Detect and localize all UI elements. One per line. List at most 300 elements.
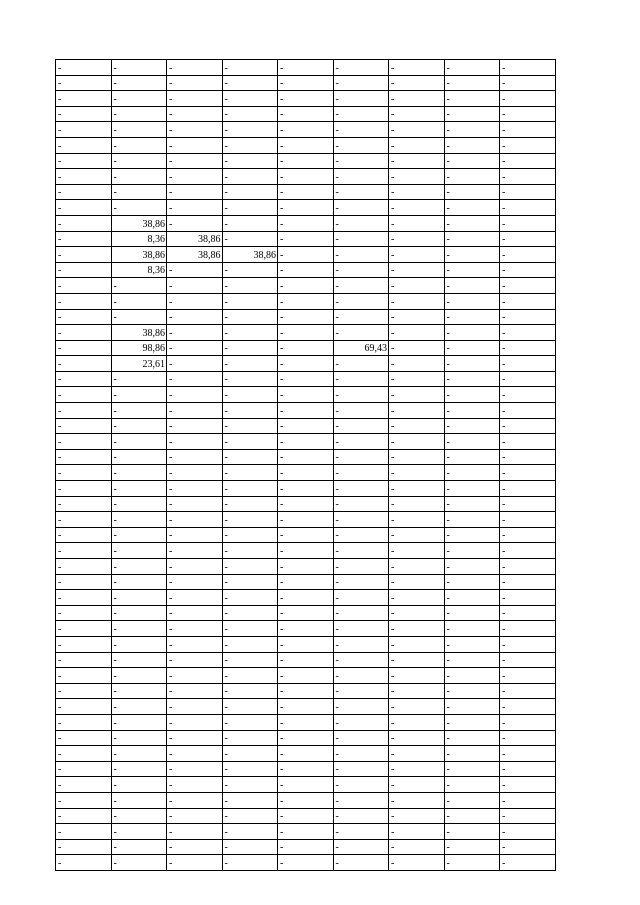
table-cell: - <box>333 590 389 606</box>
table-cell: - <box>222 278 278 294</box>
table-cell: 38,86 <box>167 231 223 247</box>
table-cell: - <box>167 465 223 481</box>
table-cell: - <box>222 137 278 153</box>
table-cell: - <box>222 746 278 762</box>
table-row <box>56 636 556 652</box>
table-cell: - <box>500 418 556 434</box>
table-cell: - <box>333 621 389 637</box>
table-cell: - <box>500 699 556 715</box>
table-cell: - <box>111 91 167 107</box>
table-cell: - <box>56 356 112 372</box>
table-cell: - <box>444 512 500 528</box>
table-cell: - <box>278 777 334 793</box>
table-cell: - <box>222 215 278 231</box>
table-cell: - <box>167 91 223 107</box>
table-cell: - <box>167 496 223 512</box>
table-cell: 38,86 <box>111 247 167 263</box>
table-cell: - <box>167 403 223 419</box>
table-cell: - <box>56 792 112 808</box>
table-cell: - <box>222 512 278 528</box>
table-cell: - <box>278 714 334 730</box>
table-row <box>56 792 556 808</box>
table-cell: - <box>278 60 334 76</box>
table-cell: - <box>56 746 112 762</box>
table-cell: - <box>222 777 278 793</box>
table-cell: - <box>278 746 334 762</box>
table-cell: - <box>389 356 445 372</box>
table-cell: - <box>500 808 556 824</box>
table-cell: - <box>278 668 334 684</box>
table-cell: - <box>56 371 112 387</box>
table-cell: - <box>333 403 389 419</box>
table-cell: - <box>333 543 389 559</box>
table-cell: - <box>222 418 278 434</box>
table-cell: - <box>333 605 389 621</box>
table-cell: - <box>444 309 500 325</box>
table-row <box>56 496 556 512</box>
table-cell: - <box>333 293 389 309</box>
table-cell: - <box>333 418 389 434</box>
table-cell: - <box>167 761 223 777</box>
table-cell: - <box>500 215 556 231</box>
table-cell: - <box>333 761 389 777</box>
table-cell: - <box>444 91 500 107</box>
table-row <box>56 808 556 824</box>
table-cell: - <box>167 215 223 231</box>
table-cell: - <box>222 652 278 668</box>
table-cell: - <box>278 683 334 699</box>
table-cell: - <box>111 434 167 450</box>
table-cell: - <box>278 621 334 637</box>
table-cell: - <box>444 730 500 746</box>
table-cell: - <box>222 184 278 200</box>
table-cell: 23,61 <box>111 356 167 372</box>
table-row <box>56 481 556 497</box>
table-cell: - <box>333 730 389 746</box>
table-cell: - <box>111 605 167 621</box>
table-row <box>56 434 556 450</box>
table-cell: - <box>278 403 334 419</box>
table-cell: - <box>500 792 556 808</box>
table-cell: - <box>167 683 223 699</box>
table-cell: - <box>56 200 112 216</box>
table-cell: - <box>167 122 223 138</box>
table-cell: - <box>56 699 112 715</box>
table-cell: - <box>444 371 500 387</box>
table-cell: - <box>389 481 445 497</box>
table-cell: - <box>444 824 500 840</box>
table-row <box>56 309 556 325</box>
table-cell: - <box>333 371 389 387</box>
table-cell: - <box>500 200 556 216</box>
table-cell: - <box>56 574 112 590</box>
table-cell: - <box>333 106 389 122</box>
table-cell: - <box>389 278 445 294</box>
table-cell: - <box>389 91 445 107</box>
table-cell: - <box>333 746 389 762</box>
table-cell: - <box>111 746 167 762</box>
table-cell: - <box>56 309 112 325</box>
table-cell: - <box>500 621 556 637</box>
table-cell: - <box>333 481 389 497</box>
table-cell: - <box>389 824 445 840</box>
table-cell: - <box>500 512 556 528</box>
table-cell: - <box>167 855 223 871</box>
table-row <box>56 714 556 730</box>
table-cell: - <box>167 137 223 153</box>
table-cell: - <box>278 247 334 263</box>
table-cell: - <box>56 777 112 793</box>
table-cell: - <box>56 293 112 309</box>
table-cell: - <box>167 792 223 808</box>
table-cell: - <box>389 137 445 153</box>
table-cell: - <box>56 683 112 699</box>
table-cell: - <box>444 559 500 575</box>
table-cell: - <box>444 496 500 512</box>
table-cell: - <box>56 278 112 294</box>
table-cell: - <box>444 356 500 372</box>
table-cell: - <box>222 403 278 419</box>
table-cell: - <box>333 512 389 528</box>
table-cell: - <box>333 777 389 793</box>
table-cell: - <box>278 75 334 91</box>
table-cell: - <box>56 481 112 497</box>
table-cell: - <box>389 512 445 528</box>
table-cell: - <box>389 714 445 730</box>
table-cell: - <box>278 590 334 606</box>
table-cell: - <box>56 559 112 575</box>
table-cell: 98,86 <box>111 340 167 356</box>
table-cell: - <box>389 403 445 419</box>
table-cell: - <box>333 636 389 652</box>
table-cell: - <box>500 527 556 543</box>
table-cell: - <box>56 153 112 169</box>
table-cell: - <box>500 340 556 356</box>
table-cell: - <box>444 465 500 481</box>
table-cell: - <box>56 434 112 450</box>
table-cell: - <box>444 792 500 808</box>
table-cell: - <box>333 699 389 715</box>
table-cell: - <box>444 668 500 684</box>
table-cell: - <box>444 231 500 247</box>
table-cell: - <box>167 512 223 528</box>
table-cell: - <box>333 574 389 590</box>
table-cell: - <box>111 60 167 76</box>
table-cell: - <box>389 340 445 356</box>
table-cell: - <box>56 636 112 652</box>
table-cell: - <box>500 559 556 575</box>
table-cell: - <box>56 824 112 840</box>
table-row <box>56 184 556 200</box>
table-cell: - <box>167 434 223 450</box>
table-cell: - <box>389 855 445 871</box>
table-cell: - <box>111 418 167 434</box>
table-cell: - <box>278 418 334 434</box>
table-cell: - <box>444 106 500 122</box>
table-cell: - <box>56 512 112 528</box>
table-cell: - <box>278 231 334 247</box>
table-cell: - <box>444 449 500 465</box>
table-cell: - <box>167 574 223 590</box>
table-cell: - <box>500 325 556 341</box>
table-row <box>56 215 556 231</box>
table-cell: - <box>222 371 278 387</box>
table-cell: - <box>111 106 167 122</box>
table-cell: - <box>389 106 445 122</box>
table-cell: - <box>278 824 334 840</box>
table-row <box>56 371 556 387</box>
table-cell: - <box>389 746 445 762</box>
table-cell: - <box>56 808 112 824</box>
table-row <box>56 293 556 309</box>
table-cell: - <box>111 730 167 746</box>
table-cell: - <box>333 808 389 824</box>
table-cell: - <box>56 496 112 512</box>
table-cell: - <box>111 184 167 200</box>
table-cell: - <box>500 636 556 652</box>
table-cell: - <box>500 590 556 606</box>
table-cell: - <box>278 527 334 543</box>
table-cell: - <box>389 60 445 76</box>
table-cell: - <box>167 636 223 652</box>
table-cell: - <box>500 839 556 855</box>
table-cell: - <box>333 356 389 372</box>
table-row <box>56 200 556 216</box>
table-row <box>56 278 556 294</box>
table-cell: - <box>333 60 389 76</box>
table-row <box>56 777 556 793</box>
table-cell: - <box>111 777 167 793</box>
table-body <box>56 60 556 871</box>
table-cell: - <box>56 543 112 559</box>
table-cell: - <box>500 465 556 481</box>
table-cell: - <box>389 574 445 590</box>
table-cell: - <box>111 824 167 840</box>
table-cell: - <box>333 200 389 216</box>
table-cell: - <box>333 824 389 840</box>
table-cell: - <box>167 200 223 216</box>
table-cell: - <box>389 808 445 824</box>
table-cell: - <box>278 278 334 294</box>
table-cell: - <box>444 153 500 169</box>
table-cell: - <box>444 590 500 606</box>
table-cell: - <box>111 543 167 559</box>
table-cell: - <box>389 683 445 699</box>
table-cell: - <box>389 839 445 855</box>
table-cell: 38,86 <box>167 247 223 263</box>
table-cell: - <box>167 481 223 497</box>
table-cell: - <box>500 91 556 107</box>
table-cell: - <box>389 200 445 216</box>
table-cell: - <box>222 590 278 606</box>
table-cell: - <box>333 559 389 575</box>
table-cell: - <box>111 449 167 465</box>
table-cell: - <box>500 730 556 746</box>
table-cell: - <box>278 340 334 356</box>
table-cell: - <box>500 184 556 200</box>
table-cell: - <box>56 75 112 91</box>
table-cell: - <box>278 169 334 185</box>
table-cell: - <box>222 699 278 715</box>
table-cell: - <box>333 465 389 481</box>
table-row <box>56 122 556 138</box>
table-cell: - <box>111 699 167 715</box>
table-cell: - <box>444 746 500 762</box>
table-cell: - <box>444 761 500 777</box>
table-cell: - <box>111 808 167 824</box>
table-cell: - <box>222 449 278 465</box>
table-cell: - <box>444 434 500 450</box>
table-cell: - <box>333 714 389 730</box>
table-cell: - <box>500 137 556 153</box>
table-cell: - <box>111 278 167 294</box>
table-cell: - <box>222 169 278 185</box>
table-cell: - <box>444 636 500 652</box>
table-cell: - <box>111 621 167 637</box>
table-cell: - <box>56 184 112 200</box>
table-cell: - <box>111 527 167 543</box>
table-cell: - <box>333 122 389 138</box>
table-cell: - <box>222 293 278 309</box>
table-cell: - <box>167 559 223 575</box>
table-cell: - <box>389 527 445 543</box>
table-cell: - <box>111 761 167 777</box>
table-cell: - <box>56 855 112 871</box>
table-cell: - <box>56 60 112 76</box>
table-row <box>56 839 556 855</box>
table-cell: - <box>444 169 500 185</box>
table-cell: - <box>500 403 556 419</box>
table-cell: - <box>333 668 389 684</box>
table-cell: - <box>389 496 445 512</box>
table-cell: - <box>56 449 112 465</box>
table-row <box>56 137 556 153</box>
table-cell: - <box>56 714 112 730</box>
table-cell: - <box>333 309 389 325</box>
table-cell: - <box>278 184 334 200</box>
table-cell: - <box>111 465 167 481</box>
table-cell: - <box>278 792 334 808</box>
table-cell: - <box>167 824 223 840</box>
table-cell: - <box>167 106 223 122</box>
table-cell: - <box>389 434 445 450</box>
table-cell: - <box>333 325 389 341</box>
table-cell: - <box>111 683 167 699</box>
table-cell: - <box>167 75 223 91</box>
table-cell: - <box>500 60 556 76</box>
table-cell: - <box>389 559 445 575</box>
table-row <box>56 465 556 481</box>
table-cell: - <box>333 215 389 231</box>
table-row <box>56 387 556 403</box>
table-cell: - <box>444 543 500 559</box>
table-cell: - <box>389 215 445 231</box>
table-cell: - <box>111 839 167 855</box>
table-row <box>56 746 556 762</box>
table-cell: - <box>278 761 334 777</box>
table-cell: - <box>222 309 278 325</box>
table-cell: - <box>389 231 445 247</box>
table-cell: - <box>444 652 500 668</box>
table-cell: - <box>167 652 223 668</box>
table-cell: - <box>111 496 167 512</box>
table-cell: - <box>167 590 223 606</box>
table-cell: - <box>389 621 445 637</box>
table-cell: - <box>222 808 278 824</box>
table-cell: - <box>56 590 112 606</box>
table-row <box>56 668 556 684</box>
table-row <box>56 621 556 637</box>
table-cell: - <box>444 387 500 403</box>
table-cell: - <box>389 761 445 777</box>
table-cell: 8,36 <box>111 231 167 247</box>
table-cell: - <box>500 309 556 325</box>
table-cell: - <box>500 371 556 387</box>
table-cell: - <box>278 293 334 309</box>
table-row <box>56 574 556 590</box>
table-cell: - <box>389 262 445 278</box>
table-cell: - <box>333 855 389 871</box>
table-cell: - <box>167 730 223 746</box>
table-cell: - <box>167 371 223 387</box>
table-cell: - <box>500 683 556 699</box>
table-cell: - <box>333 449 389 465</box>
table-cell: - <box>333 262 389 278</box>
table-cell: - <box>56 169 112 185</box>
table-cell: - <box>389 652 445 668</box>
table-cell: - <box>56 652 112 668</box>
table-cell: - <box>278 449 334 465</box>
table-cell: - <box>167 527 223 543</box>
table-cell: - <box>278 574 334 590</box>
table-cell: - <box>222 465 278 481</box>
table-cell: - <box>222 824 278 840</box>
table-cell: - <box>278 106 334 122</box>
table-cell: - <box>111 481 167 497</box>
table-cell: - <box>444 855 500 871</box>
table-cell: - <box>278 481 334 497</box>
table-row <box>56 418 556 434</box>
table-cell: - <box>222 153 278 169</box>
table-cell: - <box>222 559 278 575</box>
table-cell: 8,36 <box>111 262 167 278</box>
table-cell: - <box>500 824 556 840</box>
table-cell: - <box>444 418 500 434</box>
table-cell: - <box>111 137 167 153</box>
table-cell: - <box>222 855 278 871</box>
table-cell: - <box>333 137 389 153</box>
table-cell: - <box>500 153 556 169</box>
table-cell: - <box>333 496 389 512</box>
table-cell: - <box>167 808 223 824</box>
table-cell: - <box>333 75 389 91</box>
table-cell: - <box>389 387 445 403</box>
table-cell: - <box>444 200 500 216</box>
table-cell: - <box>56 418 112 434</box>
table-cell: - <box>500 777 556 793</box>
table-row <box>56 855 556 871</box>
table-row <box>56 824 556 840</box>
table-cell: - <box>56 730 112 746</box>
table-cell: - <box>444 699 500 715</box>
table-cell: - <box>56 605 112 621</box>
table-cell: 38,86 <box>111 215 167 231</box>
table-cell: - <box>56 262 112 278</box>
table-cell: - <box>333 153 389 169</box>
table-cell: - <box>167 325 223 341</box>
table-cell: - <box>278 559 334 575</box>
table-cell: - <box>56 403 112 419</box>
